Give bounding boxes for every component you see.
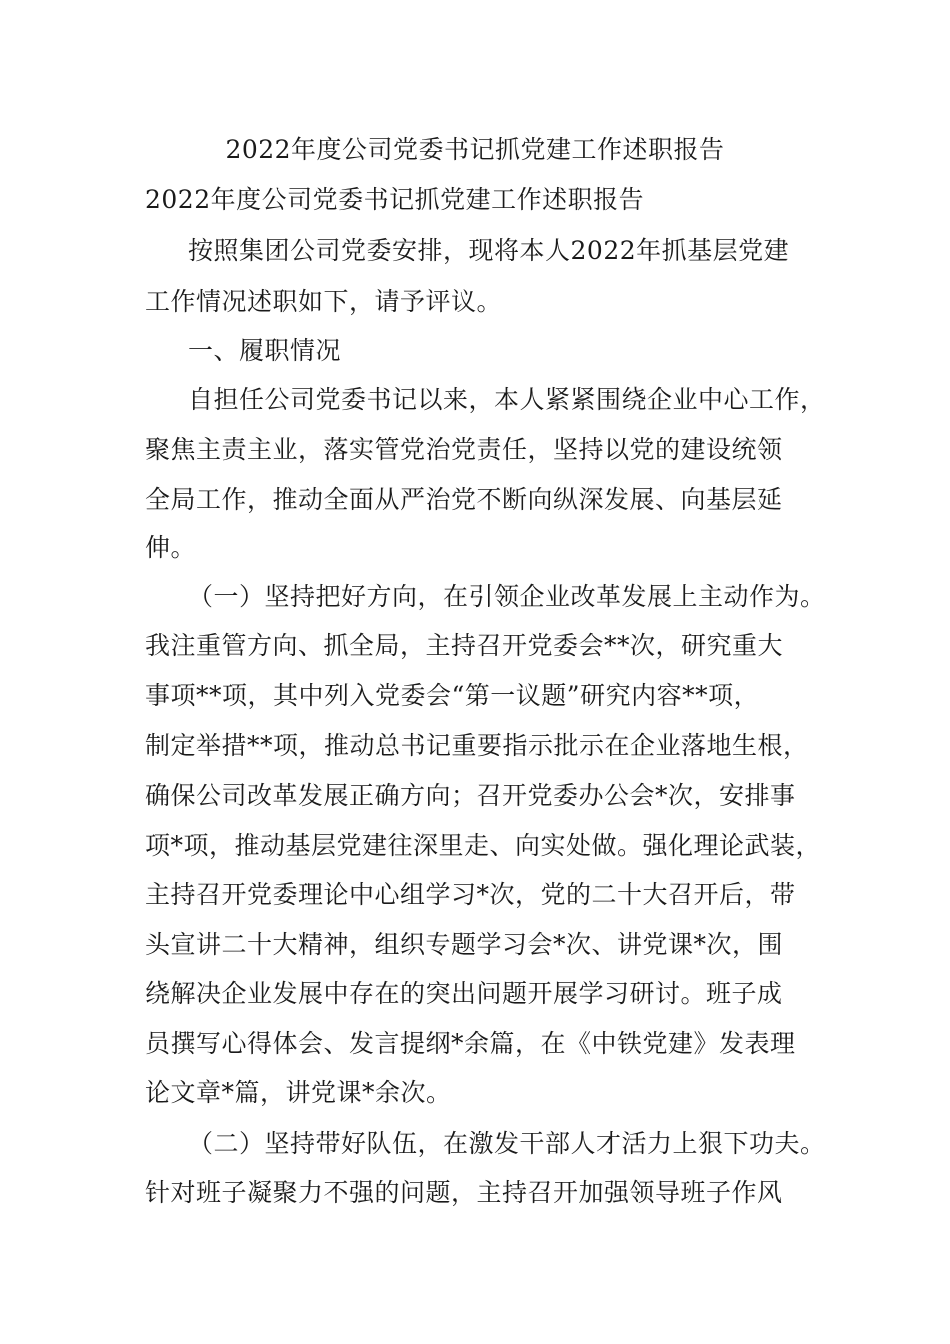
paragraph-line: 聚焦主责主业，落实管党治党责任，坚持以党的建设统领 xyxy=(145,435,783,464)
paragraph-line: 伸。 xyxy=(145,533,197,562)
subsection-heading: （二）坚持带好队伍，在激发干部人才活力上狠下功夫。 xyxy=(188,1129,826,1158)
paragraph-line: 确保公司改革发展正确方向；召开党委办公会*次，安排事 xyxy=(145,781,796,810)
section-heading: 一、履职情况 xyxy=(188,336,342,365)
paragraph-line: 绕解决企业发展中存在的突出问题开展学习研讨。班子成 xyxy=(145,979,783,1008)
paragraph-line: 我注重管方向、抓全局，主持召开党委会**次，研究重大 xyxy=(145,631,784,660)
subsection-heading: （一）坚持把好方向，在引领企业改革发展上主动作为。 xyxy=(188,582,826,611)
paragraph-line: 全局工作，推动全面从严治党不断向纵深发展、向基层延 xyxy=(145,485,783,514)
document-title: 2022年度公司党委书记抓党建工作述职报告 xyxy=(225,135,725,164)
paragraph-line: 按照集团公司党委安排，现将本人2022年抓基层党建 xyxy=(188,236,790,265)
paragraph-line: 头宣讲二十大精神，组织专题学习会*次、讲党课*次，围 xyxy=(145,930,784,959)
paragraph-line: 员撰写心得体会、发言提纲*余篇，在《中铁党建》发表理 xyxy=(145,1029,796,1058)
paragraph-line: 针对班子凝聚力不强的问题，主持召开加强领导班子作风 xyxy=(145,1178,783,1207)
paragraph-line: 自担任公司党委书记以来，本人紧紧围绕企业中心工作， xyxy=(188,385,826,414)
paragraph-line: 事项**项，其中列入党委会“第一议题”研究内容**项， xyxy=(145,681,760,710)
paragraph-line: 主持召开党委理论中心组学习*次，党的二十大召开后，带 xyxy=(145,880,796,909)
paragraph-line: 工作情况述职如下，请予评议。 xyxy=(145,287,503,316)
paragraph-line: 项*项，推动基层党建往深里走、向实处做。强化理论武装， xyxy=(145,831,822,860)
paragraph-line: 制定举措**项，推动总书记重要指示批示在企业落地生根， xyxy=(145,731,809,760)
paragraph-line: 论文章*篇，讲党课*余次。 xyxy=(145,1078,452,1107)
document-subtitle: 2022年度公司党委书记抓党建工作述职报告 xyxy=(145,185,645,214)
